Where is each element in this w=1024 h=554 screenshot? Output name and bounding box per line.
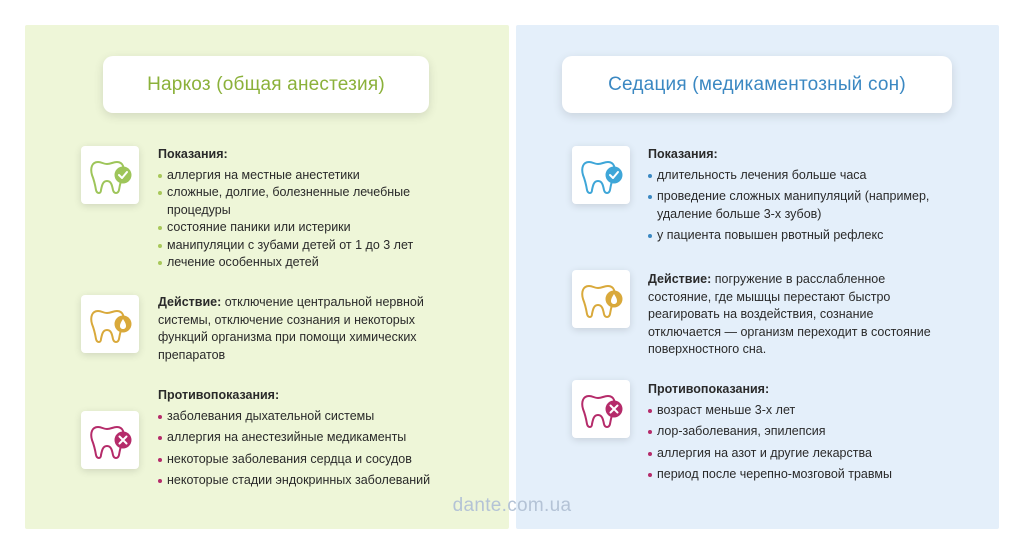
tooth-drop-icon [81,295,139,353]
left-action-block [158,294,448,364]
list-item: некоторые стадии эндокринных заболеваний [158,472,478,490]
list-item: период после черепно-мозговой травмы [648,466,968,484]
list-item: лор-заболевания, эпилепсия [648,423,968,441]
tooth-check-icon [572,146,630,204]
list-item: возраст меньше 3-х лет [648,402,968,420]
right-action-heading: Действие: [648,272,712,286]
list-item: заболевания дыхательной системы [158,408,478,426]
left-panel-title: Наркоз (общая анестезия) [103,56,429,113]
left-indications-block [158,146,458,272]
list-item: проведение сложных манипуляций (например, удаление больше 3-х зубов) [648,188,958,223]
right-action-text: погружение в расслабленное состояние, где мышцы перестают быстро реагировать на воздействия, сознание отключается — организм переходит в состояние поверхностного сна. [648,272,931,356]
list-item: лечение особенных детей [158,254,458,272]
right-panel-sedation [516,25,999,529]
right-contraindications-heading: Противопоказания: [648,382,770,396]
contraindications-card [572,380,630,438]
left-panel-anesthesia [25,25,509,529]
watermark: dante.com.ua [452,495,572,516]
list-item: манипуляции с зубами детей от 1 до 3 лет [158,237,458,255]
right-indications-heading: Показания: [648,147,718,161]
left-action-heading: Действие: [158,295,222,309]
tooth-check-icon [81,146,139,204]
contraindications-card [81,411,139,469]
right-panel-title: Седация (медикаментозный сон) [562,56,952,113]
action-card [81,295,139,353]
tooth-drop-icon [572,270,630,328]
tooth-cross-icon [81,411,139,469]
left-contraindications-block [158,387,478,494]
right-action-block [648,271,948,359]
list-item: аллергия на местные анестетики [158,167,458,185]
right-indications-block [648,146,958,249]
list-item: сложные, долгие, болезненные лечебные процедуры [158,184,458,219]
left-contraindications-heading: Противопоказания: [158,388,280,402]
list-item: у пациента повышен рвотный рефлекс [648,227,958,245]
indications-card [81,146,139,204]
right-contraindications-block [648,381,968,488]
list-item: аллергия на азот и другие лекарства [648,445,968,463]
list-item: длительность лечения больше часа [648,167,958,185]
left-indications-heading: Показания: [158,147,228,161]
left-action-text: отключение центральной нервной системы, отключение сознания и некоторых функций организма при помощи химических препаратов [158,295,424,362]
action-card [572,270,630,328]
indications-card [572,146,630,204]
list-item: состояние паники или истерики [158,219,458,237]
list-item: аллергия на анестезийные медикаменты [158,429,478,447]
tooth-cross-icon [572,380,630,438]
list-item: некоторые заболевания сердца и сосудов [158,451,478,469]
